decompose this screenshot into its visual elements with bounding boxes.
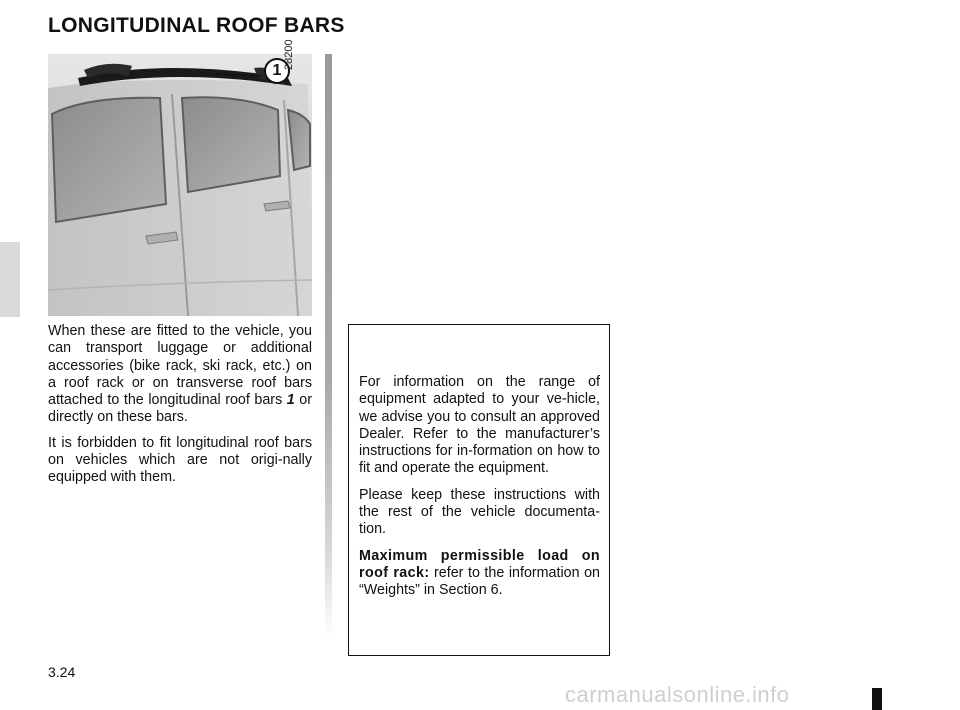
paragraph-fitting: When these are fitted to the vehicle, you can transport luggage or additional accessories (bike rack, ski rack, etc.) on a roof rack or on transverse roof bars attached to the longitudinal roof bars 1 or directly on these bars. <box>48 323 313 426</box>
information-box <box>348 324 610 656</box>
main-text <box>48 323 312 495</box>
corner-mark <box>872 688 882 710</box>
callout-1: 1 <box>264 58 290 84</box>
max-load-label: Maximum permissible load on roof rack: <box>359 547 600 581</box>
watermark: carmanualsonline.info <box>565 682 790 707</box>
page-title: LONGITUDINAL ROOF BARS <box>48 14 345 37</box>
figure-reference: 28200 <box>283 39 295 70</box>
bar-reference: 1 <box>286 392 295 409</box>
note-max-load: Maximum permissible load on roof rack: refer to the information on “Weights” in Section 6. <box>359 547 600 599</box>
page-number: 3.24 <box>48 664 76 680</box>
section-tab <box>0 242 20 317</box>
note-documentation: Please keep these instructions with the rest of the vehicle documenta-tion. <box>359 486 600 538</box>
roof-bars-illustration <box>48 54 312 316</box>
column-divider <box>325 54 332 640</box>
car-side-drawing <box>48 54 312 316</box>
paragraph-warning: It is forbidden to fit longitudinal roof bars on vehicles which are not origi-nally equipped with them. <box>48 434 312 486</box>
note-equipment: For information on the range of equipment adapted to your ve-hicle, we advise you to consult an approved Dealer. Refer to the manufacturer’s instructions for in-formation on how to fit and operate the equipment. <box>359 374 600 477</box>
